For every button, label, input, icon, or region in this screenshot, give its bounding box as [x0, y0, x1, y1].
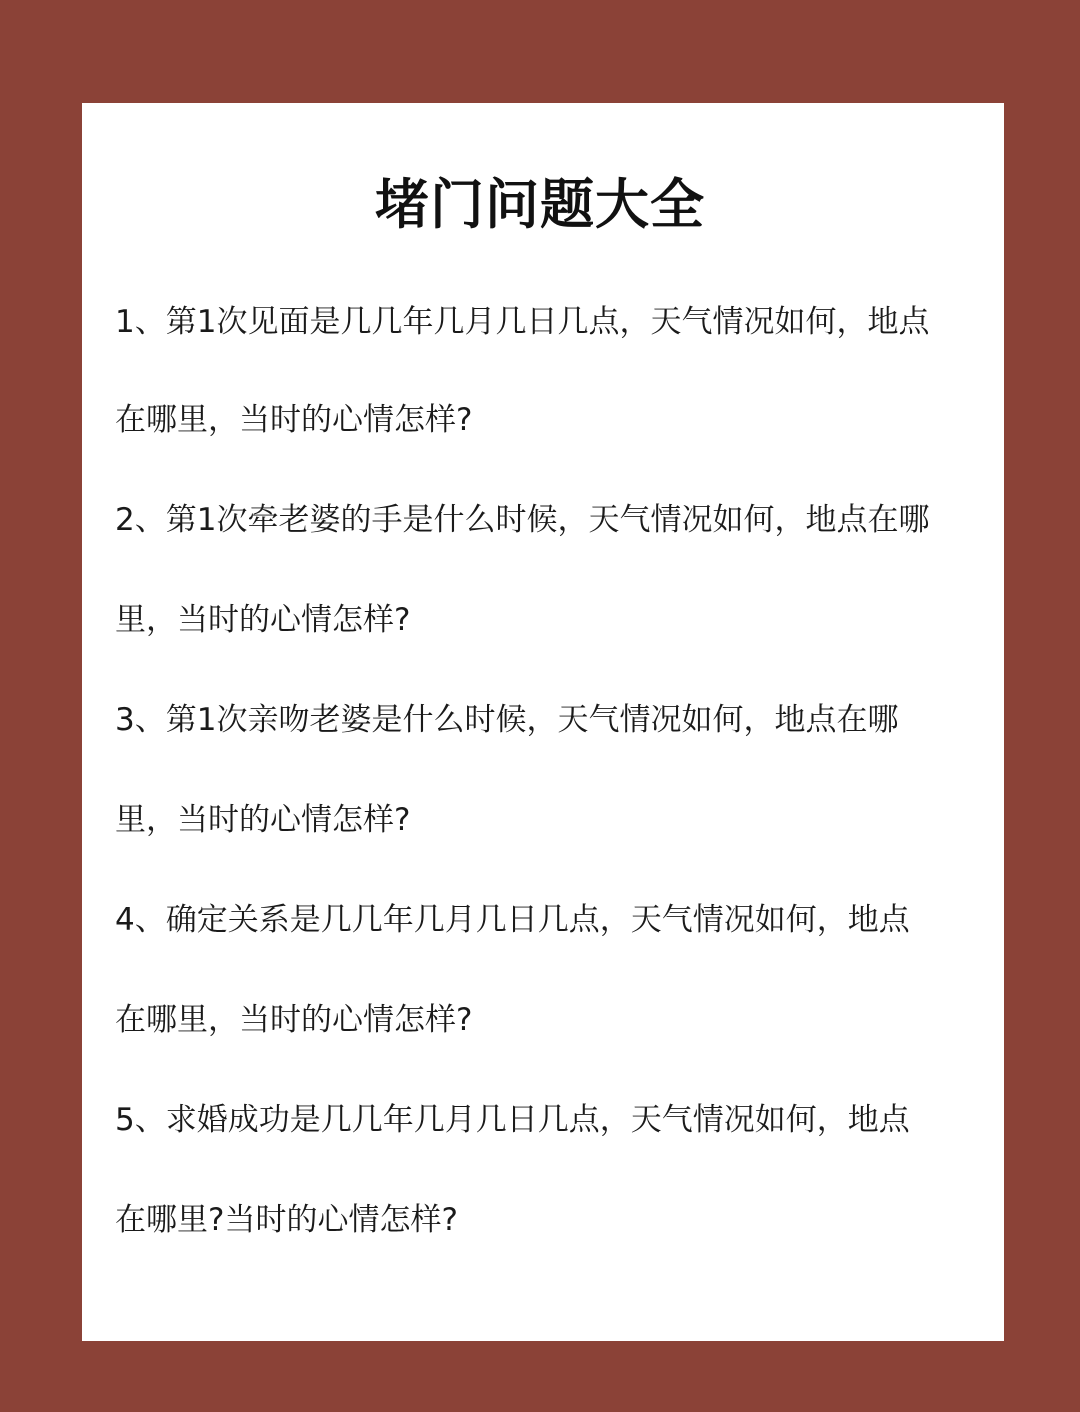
- question-3-line-1: 3、第1次亲吻老婆是什么时候，天气情况如何，地点在哪: [115, 702, 899, 738]
- question-4-line-2: 在哪里，当时的心情怎样?: [115, 1002, 473, 1038]
- question-2-line-1: 2、第1次牵老婆的手是什么时候，天气情况如何，地点在哪: [115, 502, 930, 538]
- question-1-line-2: 在哪里，当时的心情怎样?: [115, 402, 473, 438]
- question-5-line-2: 在哪里?当时的心情怎样?: [115, 1202, 458, 1238]
- question-3-line-2: 里，当时的心情怎样?: [115, 802, 411, 838]
- question-4-line-1: 4、确定关系是几几年几月几日几点，天气情况如何，地点: [115, 902, 910, 938]
- question-1-line-1: 1、第1次见面是几几年几月几日几点，天气情况如何，地点: [115, 304, 930, 340]
- page-title: 堵门问题大全: [375, 173, 705, 236]
- question-5-line-1: 5、求婚成功是几几年几月几日几点，天气情况如何，地点: [115, 1102, 910, 1138]
- question-2-line-2: 里，当时的心情怎样?: [115, 602, 411, 638]
